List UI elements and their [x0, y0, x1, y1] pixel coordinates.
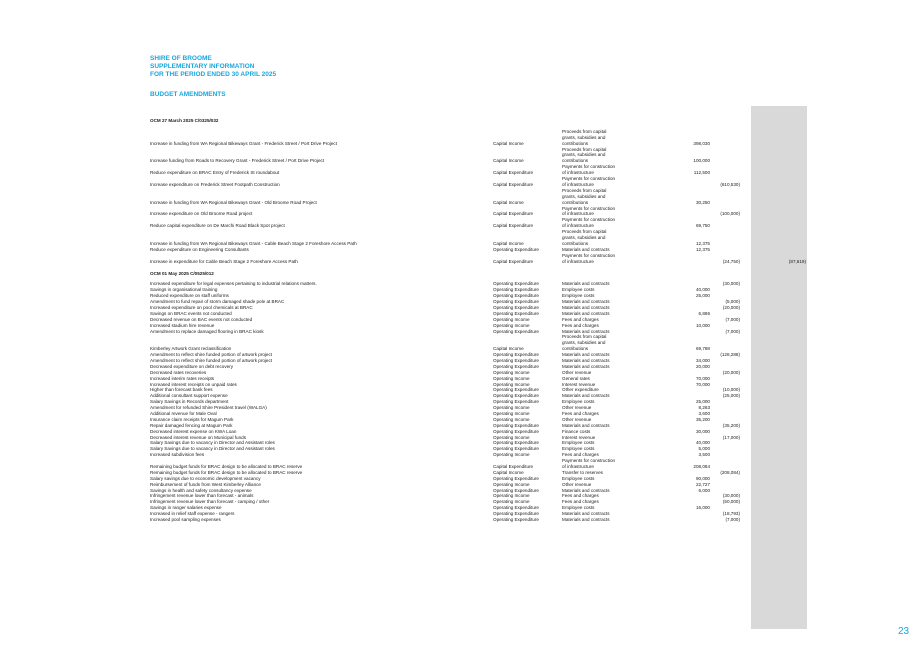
- row-type: Capital Income: [493, 469, 524, 475]
- row-increase: 208,084: [693, 464, 710, 470]
- row-type: Operating Expenditure: [493, 440, 539, 446]
- row-type: Operating Expenditure: [493, 511, 539, 517]
- row-type: Capital Expenditure: [493, 223, 534, 229]
- row-description: Remaining budget funds for BRAC design to be allocated to BRAC reserve: [150, 469, 303, 475]
- row-description: Additional revenue for Male Oval: [150, 411, 217, 416]
- report-header: [150, 55, 276, 99]
- row-account: Payments for construction of infrastructure: [562, 205, 616, 217]
- row-type: Capital Expenditure: [493, 464, 534, 470]
- row-account: Materials and contracts: [562, 328, 610, 334]
- row-type: Capital Expenditure: [493, 170, 534, 176]
- row-type: Operating Income: [493, 452, 530, 458]
- section-heading: OCM 27 March 2025 C/0325/032: [150, 118, 219, 123]
- section-title: BUDGET AMENDMENTS: [150, 91, 226, 98]
- row-increase: 30,250: [695, 199, 710, 205]
- row-type: Operating Expenditure: [493, 328, 539, 334]
- table-row: [150, 188, 810, 206]
- row-type: Operating Income: [493, 499, 530, 505]
- row-account: Fees and charges: [562, 452, 599, 458]
- row-description: Decreased interest expense on KWA Loan: [150, 428, 237, 434]
- row-decrease: (7,000): [725, 328, 740, 334]
- row-type: Operating Expenditure: [493, 517, 539, 523]
- row-type: Capital Income: [493, 346, 524, 352]
- row-account: Payments for construction of infrastructure: [562, 252, 616, 264]
- row-account: Materials and contracts: [562, 304, 610, 310]
- row-type: Operating Income: [493, 411, 530, 416]
- row-description: Reduce capital expenditure on De Marchi Road Black Spot project: [150, 223, 285, 229]
- row-increase: 70,000: [695, 375, 710, 381]
- row-decrease: (30,000): [722, 281, 740, 287]
- row-decrease: (5,000): [725, 299, 740, 305]
- row-account: Employee costs: [562, 293, 595, 299]
- row-account: Fees and charges: [562, 499, 599, 505]
- table-row: [150, 229, 810, 247]
- row-description: Higher than forecast bank fees: [150, 387, 213, 393]
- row-description: Salary Savings due to vacancy in Director and Assistant roles: [150, 440, 275, 446]
- row-decrease: (30,000): [722, 493, 740, 499]
- row-description: Savings in health and safety consultancy expense: [150, 487, 252, 493]
- row-increase: 22,727: [695, 481, 710, 487]
- row-description: Decreased rates recoveries: [150, 369, 207, 375]
- row-description: Amendment to reflect shire funded portion of artwork project: [150, 352, 273, 358]
- row-description: Additional consultant support expense: [150, 393, 228, 399]
- row-type: Capital Income: [493, 140, 524, 146]
- row-description: Increased in relief staff expense - rangers: [150, 511, 235, 517]
- section-total: (87,619): [788, 258, 806, 264]
- row-increase: 112,500: [693, 170, 710, 176]
- row-decrease: (35,200): [722, 422, 740, 428]
- row-account: Fees and charges: [562, 322, 599, 328]
- row-increase: 5,000: [698, 446, 710, 452]
- table-row: [150, 517, 810, 523]
- org-name: SHIRE OF BROOME: [150, 55, 212, 62]
- row-description: Increase expenditure on Frederick Street Footpath Construction: [150, 181, 280, 187]
- row-account: Proceeds from capital grants, subsidies and contributions: [562, 187, 607, 205]
- row-type: Operating Income: [493, 316, 530, 322]
- row-type: Operating Expenditure: [493, 422, 539, 428]
- row-type: Operating Income: [493, 405, 530, 411]
- row-account: Materials and contracts: [562, 517, 610, 523]
- row-type: Operating Expenditure: [493, 428, 539, 434]
- row-description: Decreased revenue on BAC events not conducted: [150, 316, 253, 322]
- row-account: Employee costs: [562, 446, 595, 452]
- row-description: Increased pool sampling expenses: [150, 517, 221, 523]
- row-type: Operating Income: [493, 369, 530, 375]
- row-decrease: (17,000): [722, 434, 740, 440]
- row-decrease: (20,000): [722, 304, 740, 310]
- row-type: Capital Expenditure: [493, 211, 534, 217]
- row-description: Infringement revenue lower than forecast - camping / other: [150, 499, 270, 505]
- row-decrease: (20,000): [722, 369, 740, 375]
- row-description: Increased expenditure on pool chemicals at BRAC: [150, 304, 253, 310]
- page-number: 23: [898, 626, 910, 637]
- row-decrease: (610,530): [720, 181, 740, 187]
- row-type: Operating Expenditure: [493, 475, 539, 481]
- row-account: Proceeds from capital grants, subsidies and contributions: [562, 128, 607, 146]
- row-account: Employee costs: [562, 440, 595, 446]
- row-account: Other revenue: [562, 369, 592, 375]
- row-account: General rates: [562, 375, 590, 381]
- row-account: Proceeds from capital grants, subsidies and contributions: [562, 229, 607, 246]
- row-account: Materials and contracts: [562, 352, 610, 358]
- row-account: Other revenue: [562, 405, 592, 411]
- row-increase: 40,000: [695, 287, 710, 293]
- row-type: Operating Income: [493, 481, 530, 487]
- row-increase: 40,000: [695, 440, 710, 446]
- table-row: [150, 458, 810, 470]
- row-type: Operating Expenditure: [493, 287, 539, 293]
- row-type: Operating Expenditure: [493, 246, 539, 252]
- report-period: FOR THE PERIOD ENDED 30 APRIL 2025: [150, 71, 277, 78]
- row-type: Operating Expenditure: [493, 352, 539, 358]
- row-description: Increased interest receipts on unpaid rates: [150, 381, 237, 387]
- table-row: [150, 164, 810, 176]
- row-increase: 25,000: [695, 293, 710, 299]
- row-account: Materials and contracts: [562, 422, 610, 428]
- row-account: Interest revenue: [562, 381, 596, 387]
- budget-amendments-table: [150, 118, 810, 523]
- row-description: Increased expenditure for legal expenses pertaining to industrial relations matters.: [150, 281, 317, 287]
- row-type: Operating Expenditure: [493, 281, 539, 287]
- row-increase: 69,750: [695, 223, 710, 229]
- row-description: Savings in ranger salaries expense: [150, 505, 222, 511]
- row-account: Materials and contracts: [562, 246, 610, 252]
- row-increase: 70,000: [695, 381, 710, 387]
- row-description: Salary Savings in Records department: [150, 399, 229, 405]
- row-increase: 398,030: [693, 140, 710, 146]
- row-type: Operating Expenditure: [493, 505, 539, 511]
- row-decrease: (7,000): [725, 316, 740, 322]
- row-description: Amendment to fund repair of storm damaged shade pole at BRAC: [150, 299, 285, 305]
- row-description: Repair damaged fencing at Magum Park: [150, 422, 233, 428]
- row-account: Materials and contracts: [562, 299, 610, 305]
- row-type: Operating Income: [493, 416, 530, 422]
- row-increase: 6,000: [698, 487, 710, 493]
- row-description: Salary Savings due to vacancy in Director and Assistant roles: [150, 446, 275, 452]
- row-description: Decreased interest revenue on Municipal funds: [150, 434, 247, 440]
- row-increase: 35,200: [695, 416, 710, 422]
- row-account: Interest revenue: [562, 434, 596, 440]
- row-account: Employee costs: [562, 399, 595, 405]
- row-increase: 69,788: [695, 346, 710, 352]
- row-account: Finance costs: [562, 428, 591, 434]
- row-account: Employee costs: [562, 505, 595, 511]
- row-type: Operating Expenditure: [493, 446, 539, 452]
- row-type: Operating Expenditure: [493, 299, 539, 305]
- row-type: Capital Expenditure: [493, 258, 534, 264]
- row-description: Savings on BRAC events not conducted: [150, 310, 232, 316]
- row-type: Operating Expenditure: [493, 304, 539, 310]
- section-heading: OCM 01 May 2025 C/0525/012: [150, 270, 214, 276]
- row-account: Materials and contracts: [562, 281, 610, 287]
- row-increase: 12,375: [695, 240, 710, 246]
- row-increase: 34,000: [695, 357, 710, 363]
- row-increase: 30,000: [695, 428, 710, 434]
- row-description: Reimbursement of funds from West Kimberley Alliance: [150, 481, 261, 487]
- row-account: Materials and contracts: [562, 487, 610, 493]
- row-increase: 16,000: [695, 505, 710, 511]
- row-type: Operating Income: [493, 434, 530, 440]
- row-description: Increased interim rates receipts: [150, 375, 215, 381]
- row-description: Increase in funding from WA Regional Bikeways Grant - Old Broome Road Project: [150, 199, 317, 205]
- row-type: Operating Income: [493, 322, 530, 328]
- row-type: Operating Expenditure: [493, 310, 539, 316]
- row-account: Other revenue: [562, 481, 592, 487]
- row-account: Transfer to reserves: [562, 469, 603, 475]
- row-description: Increase in funding from WA Regional Bikeways Grant - Cable Beach Stage 2 Foreshore Access Path: [150, 240, 357, 246]
- table-row: [150, 129, 810, 147]
- row-account: Proceeds from capital grants, subsidies and contributions: [562, 146, 607, 164]
- row-type: Operating Expenditure: [493, 387, 539, 393]
- row-account: Proceeds from capital grants, subsidies and contributions: [562, 334, 607, 352]
- row-account: Fees and charges: [562, 316, 599, 322]
- table-row: [150, 253, 810, 265]
- row-account: Other revenue: [562, 416, 592, 422]
- row-type: Operating Income: [493, 375, 530, 381]
- row-type: Operating Expenditure: [493, 357, 539, 363]
- row-type: Operating Expenditure: [493, 487, 539, 493]
- row-description: Amendment for refunded Shire President travel (WALGA): [150, 405, 267, 411]
- row-increase: 8,263: [698, 405, 710, 411]
- row-decrease: (18,793): [722, 511, 740, 517]
- row-increase: 25,000: [695, 399, 710, 405]
- report-title: SUPPLEMENTARY INFORMATION: [150, 63, 255, 70]
- row-description: Increase funding from Roads to Recovery Grant - Frederick Street / Port Drive Project: [150, 158, 325, 164]
- row-description: Increase expenditure on Old Broome Road project: [150, 211, 253, 217]
- row-decrease: (24,750): [722, 258, 740, 264]
- row-description: Insurance claim receipts for Magum Park: [150, 416, 234, 422]
- row-decrease: (25,000): [722, 393, 740, 399]
- row-account: Materials and contracts: [562, 511, 610, 517]
- row-increase: 20,000: [695, 363, 710, 369]
- row-decrease: (100,000): [720, 211, 740, 217]
- row-description: Reduce expenditure on BRAC Entry of Frederick St roundabout: [150, 170, 280, 176]
- row-decrease: (128,288): [720, 352, 740, 358]
- row-type: Operating Expenditure: [493, 363, 539, 369]
- row-account: Payments for construction of infrastructure: [562, 176, 616, 187]
- row-description: Amendment to replace damaged flooring in BRAC kiosk: [150, 328, 264, 334]
- row-description: Reduced expenditure on staff uniforms: [150, 293, 229, 299]
- row-description: Increase in expenditure for Cable Beach Stage 2 Foreshore Access Path: [150, 258, 298, 264]
- row-increase: 100,000: [693, 158, 710, 164]
- row-description: Decreased expenditure on debt recovery: [150, 363, 233, 369]
- row-type: Capital Expenditure: [493, 181, 534, 187]
- table-row: [150, 217, 810, 229]
- row-increase: 12,375: [695, 246, 710, 252]
- row-account: Employee costs: [562, 475, 595, 481]
- row-type: Operating Expenditure: [493, 393, 539, 399]
- row-increase: 3,500: [698, 452, 710, 458]
- row-account: Materials and contracts: [562, 310, 610, 316]
- row-increase: 6,886: [698, 310, 710, 316]
- row-description: Remaining budget funds for BRAC design to be allocated to BRAC reserve: [150, 464, 303, 470]
- row-type: Capital Income: [493, 240, 524, 246]
- row-account: Materials and contracts: [562, 357, 610, 363]
- row-account: Employee costs: [562, 287, 595, 293]
- row-description: Kimberley Artwork Grant reclassification: [150, 346, 232, 352]
- row-account: Materials and contracts: [562, 393, 610, 399]
- table-row: [150, 206, 810, 218]
- row-type: Operating Income: [493, 493, 530, 499]
- row-account: Fees and charges: [562, 411, 599, 416]
- table-row: [150, 334, 810, 352]
- row-type: Operating Expenditure: [493, 293, 539, 299]
- row-description: Salary savings due to economic development vacancy: [150, 475, 261, 481]
- row-type: Capital Income: [493, 199, 524, 205]
- row-type: Operating Expenditure: [493, 399, 539, 405]
- row-description: Savings in organisational training: [150, 287, 218, 293]
- row-description: Reduce expenditure on Engineering Consultants: [150, 246, 249, 252]
- table-row: [150, 176, 810, 188]
- table-row: [150, 147, 810, 165]
- row-description: Infringement revenue lower than forecast - animals: [150, 493, 254, 499]
- row-account: Payments for construction of infrastructure: [562, 458, 616, 470]
- row-increase: 10,000: [695, 322, 710, 328]
- row-description: Increased stadium hire revenue: [150, 322, 215, 328]
- row-description: Amendment to reflect shire funded portion of artwork project: [150, 357, 273, 363]
- row-account: Fees and charges: [562, 493, 599, 499]
- row-decrease: (208,084): [720, 469, 740, 475]
- row-account: Payments for construction of infrastructure: [562, 164, 616, 176]
- row-decrease: (7,000): [725, 517, 740, 523]
- row-decrease: (50,000): [722, 499, 740, 505]
- row-type: Capital Income: [493, 158, 524, 164]
- row-account: Payments for construction of infrastructure: [562, 217, 616, 229]
- row-account: Other expenditure: [562, 387, 599, 393]
- row-description: Increase in funding from WA Regional Bikeways Grant - Frederick Street / Port Drive Project: [150, 140, 337, 146]
- row-account: Materials and contracts: [562, 363, 610, 369]
- row-description: Increased subdivision fees: [150, 452, 205, 458]
- row-decrease: (10,000): [722, 387, 740, 393]
- row-type: Operating Income: [493, 381, 530, 387]
- row-increase: 3,600: [698, 411, 710, 416]
- row-increase: 90,000: [695, 475, 710, 481]
